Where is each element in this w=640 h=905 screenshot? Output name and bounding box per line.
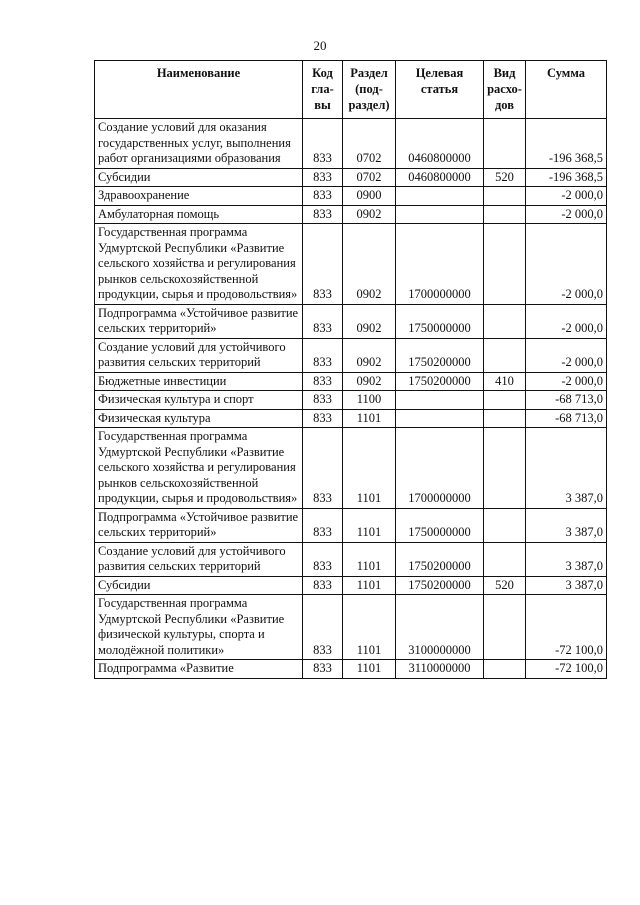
cell-razdel: 1101 — [343, 542, 396, 576]
table-row — [95, 409, 607, 428]
cell-razdel: 1101 — [343, 428, 396, 509]
cell-kod: 833 — [303, 660, 343, 679]
cell-vid — [484, 508, 526, 542]
cell-celevaya — [396, 205, 484, 224]
cell-summa: -2 000,0 — [526, 372, 607, 391]
cell-kod: 833 — [303, 168, 343, 187]
cell-vid — [484, 409, 526, 428]
cell-celevaya: 3110000000 — [396, 660, 484, 679]
cell-kod: 833 — [303, 409, 343, 428]
cell-summa: -68 713,0 — [526, 391, 607, 410]
cell-kod: 833 — [303, 391, 343, 410]
cell-vid — [484, 119, 526, 169]
table-row — [95, 168, 607, 187]
cell-vid — [484, 205, 526, 224]
cell-kod: 833 — [303, 542, 343, 576]
cell-kod: 833 — [303, 508, 343, 542]
table-row — [95, 304, 607, 338]
cell-razdel: 0702 — [343, 168, 396, 187]
header-razdel: Раздел (под- раздел) — [343, 61, 396, 119]
cell-vid: 520 — [484, 576, 526, 595]
cell-celevaya: 0460800000 — [396, 119, 484, 169]
table-row — [95, 508, 607, 542]
cell-celevaya: 1750200000 — [396, 372, 484, 391]
cell-razdel: 0902 — [343, 205, 396, 224]
table-row — [95, 119, 607, 169]
cell-celevaya: 1750200000 — [396, 576, 484, 595]
cell-name: Подпрограмма «Устойчивое развитие сельских территорий» — [95, 304, 303, 338]
table-row — [95, 428, 607, 509]
cell-kod: 833 — [303, 304, 343, 338]
cell-name: Создание условий для оказания государственных услуг, выполнения работ организациями образования — [95, 119, 303, 169]
cell-celevaya: 1750000000 — [396, 304, 484, 338]
cell-vid — [484, 187, 526, 206]
cell-name: Бюджетные инвестиции — [95, 372, 303, 391]
cell-name: Создание условий для устойчивого развития сельских территорий — [95, 338, 303, 372]
cell-razdel: 1101 — [343, 508, 396, 542]
cell-vid — [484, 542, 526, 576]
table-row — [95, 391, 607, 410]
cell-celevaya — [396, 187, 484, 206]
cell-vid: 410 — [484, 372, 526, 391]
cell-razdel: 0702 — [343, 119, 396, 169]
cell-razdel: 1101 — [343, 409, 396, 428]
table-row — [95, 338, 607, 372]
cell-summa: -72 100,0 — [526, 660, 607, 679]
cell-name: Подпрограмма «Устойчивое развитие сельских территорий» — [95, 508, 303, 542]
header-kod: Код гла- вы — [303, 61, 343, 119]
cell-summa: -2 000,0 — [526, 205, 607, 224]
cell-celevaya: 1750200000 — [396, 338, 484, 372]
cell-vid — [484, 660, 526, 679]
cell-celevaya: 1750000000 — [396, 508, 484, 542]
cell-celevaya: 1700000000 — [396, 224, 484, 305]
cell-vid — [484, 338, 526, 372]
cell-celevaya: 0460800000 — [396, 168, 484, 187]
cell-summa: 3 387,0 — [526, 576, 607, 595]
cell-razdel: 0900 — [343, 187, 396, 206]
cell-name: Физическая культура и спорт — [95, 391, 303, 410]
cell-razdel: 1101 — [343, 576, 396, 595]
cell-kod: 833 — [303, 338, 343, 372]
cell-summa: 3 387,0 — [526, 508, 607, 542]
cell-razdel: 1101 — [343, 660, 396, 679]
cell-kod: 833 — [303, 576, 343, 595]
cell-summa: -2 000,0 — [526, 304, 607, 338]
cell-kod: 833 — [303, 595, 343, 660]
cell-name: Государственная программа Удмуртской Республики «Развитие сельского хозяйства и регулирования рынков сельскохозяйственной продукции, сырья и продовольствия» — [95, 428, 303, 509]
table-row — [95, 224, 607, 305]
cell-summa: -68 713,0 — [526, 409, 607, 428]
cell-name: Субсидии — [95, 168, 303, 187]
header-name: Наименование — [95, 61, 303, 119]
cell-razdel: 0902 — [343, 304, 396, 338]
cell-summa: -72 100,0 — [526, 595, 607, 660]
cell-name: Создание условий для устойчивого развития сельских территорий — [95, 542, 303, 576]
cell-name: Субсидии — [95, 576, 303, 595]
table-row — [95, 372, 607, 391]
budget-table — [94, 60, 607, 679]
table-row — [95, 595, 607, 660]
table-row — [95, 205, 607, 224]
cell-razdel: 0902 — [343, 372, 396, 391]
cell-vid — [484, 595, 526, 660]
cell-vid — [484, 304, 526, 338]
cell-celevaya: 3100000000 — [396, 595, 484, 660]
cell-kod: 833 — [303, 119, 343, 169]
cell-kod: 833 — [303, 187, 343, 206]
cell-razdel: 1101 — [343, 595, 396, 660]
cell-vid: 520 — [484, 168, 526, 187]
table-row — [95, 576, 607, 595]
cell-vid — [484, 224, 526, 305]
cell-summa: 3 387,0 — [526, 428, 607, 509]
table-body — [95, 119, 607, 679]
header-vid: Вид расхо- дов — [484, 61, 526, 119]
cell-razdel: 0902 — [343, 338, 396, 372]
cell-name: Физическая культура — [95, 409, 303, 428]
cell-kod: 833 — [303, 205, 343, 224]
cell-celevaya: 1750200000 — [396, 542, 484, 576]
page-number: 20 — [313, 38, 327, 53]
cell-summa: -2 000,0 — [526, 224, 607, 305]
cell-name: Здравоохранение — [95, 187, 303, 206]
cell-kod: 833 — [303, 428, 343, 509]
header-summa: Сумма — [526, 61, 607, 119]
cell-vid — [484, 391, 526, 410]
cell-celevaya — [396, 409, 484, 428]
cell-razdel: 1100 — [343, 391, 396, 410]
table-header — [95, 61, 607, 119]
cell-vid — [484, 428, 526, 509]
cell-celevaya — [396, 391, 484, 410]
cell-razdel: 0902 — [343, 224, 396, 305]
cell-name: Подпрограмма «Развитие — [95, 660, 303, 679]
cell-celevaya: 1700000000 — [396, 428, 484, 509]
cell-name: Государственная программа Удмуртской Республики «Развитие физической культуры, спорта и молодёжной политики» — [95, 595, 303, 660]
header-celevaya: Целевая статья — [396, 61, 484, 119]
cell-summa: 3 387,0 — [526, 542, 607, 576]
cell-name: Амбулаторная помощь — [95, 205, 303, 224]
cell-kod: 833 — [303, 224, 343, 305]
cell-kod: 833 — [303, 372, 343, 391]
cell-summa: -196 368,5 — [526, 119, 607, 169]
table-row — [95, 660, 607, 679]
cell-summa: -2 000,0 — [526, 187, 607, 206]
cell-name: Государственная программа Удмуртской Республики «Развитие сельского хозяйства и регулирования рынков сельскохозяйственной продукции, сырья и продовольствия» — [95, 224, 303, 305]
table-row — [95, 187, 607, 206]
cell-summa: -196 368,5 — [526, 168, 607, 187]
table-row — [95, 542, 607, 576]
cell-summa: -2 000,0 — [526, 338, 607, 372]
